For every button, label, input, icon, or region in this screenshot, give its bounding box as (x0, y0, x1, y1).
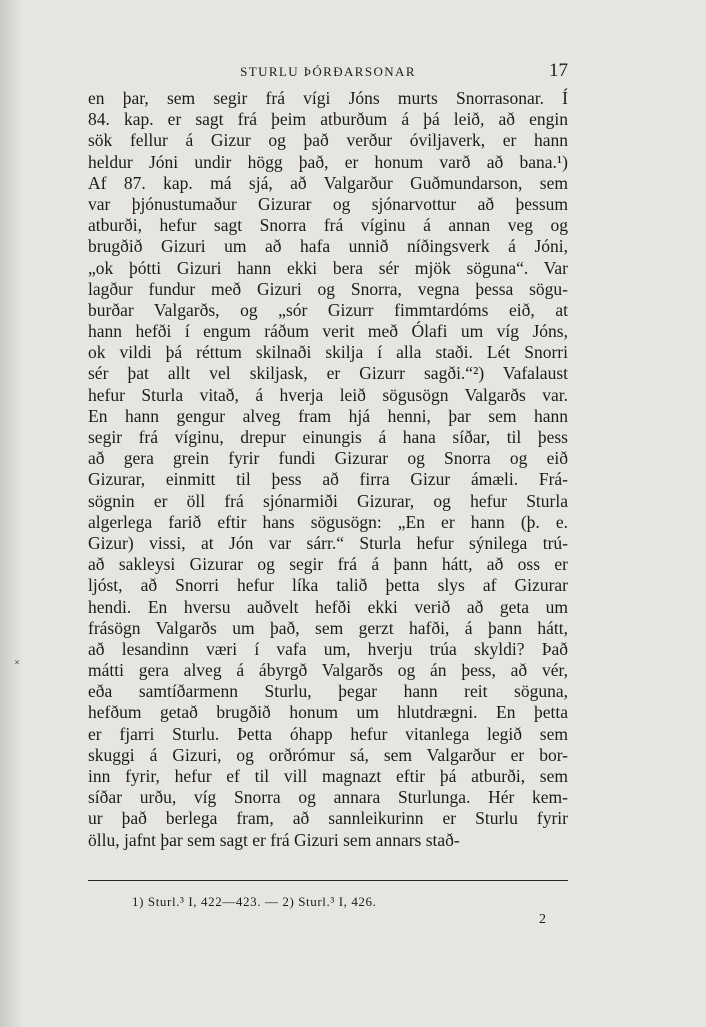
text-line: Gizur) vissi, at Jón var sárr.“ Sturla hefur sýnilega trú- (88, 532, 568, 553)
text-line: sögnin er öll frá sjónarmiði Gizurar, og hefur Sturla (88, 490, 568, 511)
running-head: STURLU ÞÓRÐARSONAR (240, 64, 416, 79)
text-line: skuggi á Gizuri, og orðrómur sá, sem Valgarður er bor- (88, 744, 568, 765)
signature-mark: 2 (539, 912, 546, 927)
page-gutter (0, 0, 22, 1027)
page-header (88, 60, 568, 86)
text-line: ljóst, að Snorri hefur líka talið þetta slys af Gizurar (88, 575, 568, 596)
text-line: er fjarri Sturlu. Þetta óhapp hefur vitanlega legið sem (88, 723, 568, 744)
text-line: „ok þótti Gizuri hann ekki bera sér mjök söguna“. Var (88, 257, 568, 278)
text-line: eða samtíðarmenn Sturlu, þegar hann reit söguna, (88, 681, 568, 702)
text-line: að gera grein fyrir fundi Gizurar og Snorra og eið (88, 448, 568, 469)
text-line: ur það berlega fram, að sannleikurinn er Sturlu fyrir (88, 808, 568, 829)
text-line: lagður fundur með Gizuri og Snorra, vegna þessa sögu- (88, 278, 568, 299)
text-line: mátti gera alveg á ábyrgð Valgarðs og án þess, að vér, (88, 660, 568, 681)
text-line: 84. kap. er sagt frá þeim atburðum á þá leið, að engin (88, 109, 568, 130)
footnote-rule (88, 880, 568, 881)
text-line: var þjónustumaður Gizurar og sjónarvottur að þessum (88, 193, 568, 214)
text-line: að lesandinn væri í vafa um, hverju trúa skyldi? Það (88, 638, 568, 659)
text-line: heldur Jóni undir högg það, er honum varð að bana.¹) (88, 151, 568, 172)
text-line: sök fellur á Gizur og það verður óviljaverk, er hann (88, 130, 568, 151)
text-line: en þar, sem segir frá vígi Jóns murts Snorrasonar. Í (88, 88, 568, 108)
text-line: atburði, hefur sagt Snorra frá víginu á annan veg og (88, 215, 568, 236)
text-line: frásögn Valgarðs um það, sem gerzt hafði, á þann hátt, (88, 617, 568, 638)
text-line: hendi. En hversu auðvelt hefði ekki verið að geta um (88, 596, 568, 617)
text-line: Gizurar, einmitt til þess að firra Gizur ámæli. Frá- (88, 469, 568, 490)
text-line: öllu, jafnt þar sem sagt er frá Gizuri sem annars stað- (88, 829, 460, 850)
text-line: segir frá víginu, drepur einungis á hana síðar, til þess (88, 427, 568, 447)
text-line: hefðum getað brugðið honum um hlutdrægni. En þetta (88, 702, 568, 723)
text-line: sér þat allt vel skiljask, er Gizurr sagði.“²) Vafalaust (88, 363, 568, 384)
text-line: ok vildi þá réttum skilnaði skilja í alla staði. Lét Snorri (88, 342, 568, 363)
text-line: síðar urðu, víg Snorra og annara Sturlunga. Hér kem- (88, 787, 568, 808)
text-line: inn fyrir, hefur ef til vill magnazt eftir þá atburði, sem (88, 766, 568, 786)
body-text (88, 88, 568, 851)
margin-mark: ˟ (15, 658, 19, 672)
text-line: brugðið Gizuri um að hafa unnið níðingsverk á Jóni, (88, 236, 568, 257)
text-line: að sakleysi Gizurar og segir frá á þann hátt, að oss er (88, 554, 568, 575)
footnote: 1) Sturl.³ I, 422—423. — 2) Sturl.³ I, 426. (132, 894, 377, 909)
text-line: En hann gengur alveg fram hjá henni, þar sem hann (88, 405, 568, 426)
page-number: 17 (549, 60, 568, 81)
text-line: burðar Valgarðs, og „sór Gizurr fimmtardóms eið, at (88, 299, 568, 320)
text-line: hann hefði í engum ráðum verit með Ólafi um víg Jóns, (88, 321, 568, 342)
text-line: algerlega farið eftir hans sögusögn: „En er hann (þ. e. (88, 511, 568, 532)
text-line: Af 87. kap. má sjá, að Valgarður Guðmundarson, sem (88, 172, 568, 193)
text-line: hefur Sturla vitað, á hverja leið sögusögn Valgarðs var. (88, 384, 568, 405)
